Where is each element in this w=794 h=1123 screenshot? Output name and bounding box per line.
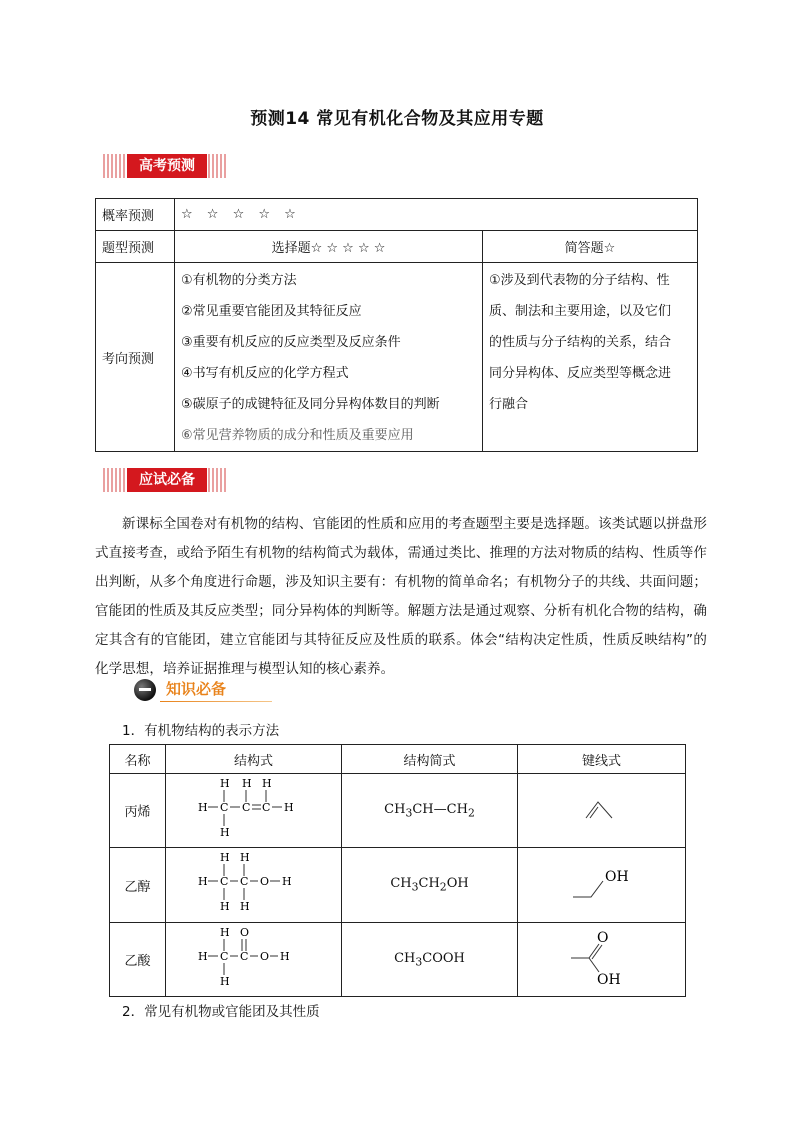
svg-text:C: C <box>219 800 228 814</box>
forecast-answer: 简答题☆ <box>483 231 698 263</box>
section-label: 知识必备 <box>166 680 227 698</box>
desc-line: 质、制法和主要用途，以及它们 <box>489 304 672 319</box>
topic-item: ⑤碳原子的成键特征及同分异构体数目的判断 <box>181 397 440 412</box>
banner-yingshi <box>100 468 228 492</box>
structural-formula <box>166 774 342 848</box>
svg-text:H: H <box>279 949 290 963</box>
banner-stripes-icon <box>208 154 228 178</box>
skeletal-formula <box>518 848 686 923</box>
compound-name: 乙酸 <box>110 923 166 997</box>
forecast-choice: 选择题☆ ☆ ☆ ☆ ☆ <box>175 231 483 263</box>
condensed-formula: $CH_3COOH$ <box>342 923 518 997</box>
header-cell: 结构简式 <box>342 745 518 774</box>
svg-text:H: H <box>219 825 230 839</box>
svg-text:H: H <box>283 800 294 814</box>
svg-text:H: H <box>197 800 208 814</box>
svg-text:C: C <box>239 875 248 888</box>
structural-formula <box>166 848 342 923</box>
forecast-label: 概率预测 <box>96 199 175 231</box>
header-cell: 结构式 <box>166 745 342 774</box>
structure-table <box>109 744 686 997</box>
svg-text:H: H <box>219 925 230 939</box>
svg-text:H: H <box>219 851 230 864</box>
svg-text:C: C <box>219 949 228 963</box>
forecast-topics <box>175 263 483 452</box>
svg-text:H: H <box>197 875 208 888</box>
subheading-2: 2．常见有机物或官能团及其性质 <box>122 1004 320 1020</box>
svg-text:O: O <box>259 875 269 888</box>
svg-text:O: O <box>239 925 249 939</box>
svg-text:H: H <box>219 776 230 790</box>
svg-text:H: H <box>239 851 250 864</box>
topic-item: ⑥常见营养物质的成分和性质及重要应用 <box>181 428 414 443</box>
ethanol-structure-diagram <box>194 850 314 916</box>
compound-name: 丙烯 <box>110 774 166 848</box>
svg-text:H: H <box>241 776 252 790</box>
topic-item: ③重要有机反应的反应类型及反应条件 <box>181 335 401 350</box>
intro-paragraph: 新课标全国卷对有机物的结构、官能团的性质和应用的考查题型主要是选择题。该类试题以拼盘形式直接考查，或给予陌生有机物的结构简式为载体，需通过类比、推理的方法对物质的结构、性质等作出判断，从多个角度进行命题，涉及知识主要有：有机物的简单命名；有机物分子的共线、共面问题；官能团的性质及其反应类型；同分异构体的判断等。解题方法是通过观察、分析有机化合物的结构，确定其含有的官能团，建立官能团与其特征反应及性质的联系。体会“结构决定性质，性质反映结构”的化学思想，培养证据推理与模型认知的核心素养。 <box>95 516 707 677</box>
svg-text:H: H <box>281 875 292 888</box>
section-underline <box>160 701 272 702</box>
svg-text:OH: OH <box>596 971 621 988</box>
acetic-acid-structure-diagram <box>194 925 314 991</box>
condensed-formula: $CH_3CH—CH_2$ <box>342 774 518 848</box>
forecast-label: 题型预测 <box>96 231 175 263</box>
header-cell: 键线式 <box>518 745 686 774</box>
svg-text:O: O <box>259 949 269 963</box>
acetic-acid-skeletal-diagram <box>567 928 637 988</box>
desc-line: 的性质与分子结构的关系，结合 <box>489 335 672 350</box>
svg-text:H: H <box>239 900 250 913</box>
desc-line: ①涉及到代表物的分子结构、性 <box>489 273 670 288</box>
subheading-1: 1．有机物结构的表示方法 <box>122 723 280 739</box>
svg-text:C: C <box>219 875 228 888</box>
svg-text:H: H <box>219 900 230 913</box>
topic-item: ④书写有机反应的化学方程式 <box>181 366 349 381</box>
svg-text:H: H <box>219 974 230 988</box>
banner-label: 应试必备 <box>127 468 207 492</box>
section-heading <box>134 678 272 702</box>
skeletal-formula <box>518 923 686 997</box>
forecast-table <box>95 198 698 452</box>
topic-item: ②常见重要官能团及其特征反应 <box>181 304 362 319</box>
forecast-description <box>483 263 698 452</box>
header-cell: 名称 <box>110 745 166 774</box>
banner-label: 高考预测 <box>127 154 207 178</box>
propene-skeletal-diagram <box>582 794 622 824</box>
forecast-stars: ☆ ☆ ☆ ☆ ☆ <box>175 199 698 231</box>
banner-stripes-icon <box>103 154 125 178</box>
propene-structure-diagram <box>194 776 314 842</box>
ethanol-skeletal-diagram <box>567 863 637 903</box>
topic-item: ①有机物的分类方法 <box>181 273 297 288</box>
banner-stripes-icon <box>208 468 228 492</box>
svg-text:H: H <box>197 949 208 963</box>
condensed-formula: $CH_3CH_2OH$ <box>342 848 518 923</box>
page-title: 预测14 常见有机化合物及其应用专题 <box>250 109 544 129</box>
banner-gaokao <box>100 154 228 178</box>
desc-line: 同分异构体、反应类型等概念进 <box>489 366 672 381</box>
structural-formula <box>166 923 342 997</box>
svg-text:C: C <box>261 800 270 814</box>
banner-stripes-icon <box>103 468 125 492</box>
svg-text:O: O <box>596 929 608 946</box>
skeletal-formula <box>518 774 686 848</box>
compound-name: 乙醇 <box>110 848 166 923</box>
forecast-label: 考向预测 <box>96 263 175 452</box>
svg-text:H: H <box>261 776 272 790</box>
svg-text:OH: OH <box>604 869 629 885</box>
desc-line: 行融合 <box>489 397 529 412</box>
svg-text:C: C <box>239 949 248 963</box>
section-number-icon <box>134 679 156 701</box>
svg-text:C: C <box>241 800 250 814</box>
